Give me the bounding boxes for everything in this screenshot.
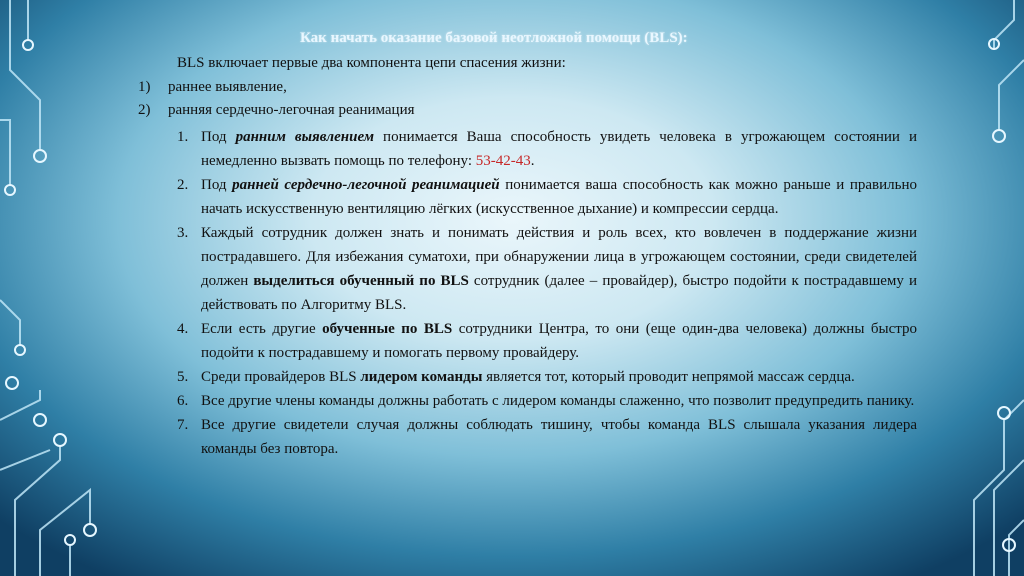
text-fragment: сотрудник (далее – провайдер), быстро подойти к пострадавшему и действовать по Алгоритму BLS. (201, 273, 917, 313)
list-item-text (201, 173, 917, 221)
intro-text: BLS включает первые два компонента цепи спасения жизни: (177, 55, 566, 71)
outer-list-text: раннее выявление, (168, 79, 287, 95)
outer-list-item (138, 79, 287, 96)
list-item (177, 173, 917, 221)
list-item-number: 6. (177, 393, 189, 409)
list-item (177, 125, 917, 173)
list-item-number: 5. (177, 369, 189, 385)
slide-title: Как начать оказание базовой неотложной помощи (BLS): (300, 30, 688, 46)
list-item-text (201, 125, 917, 173)
text-fragment: Среди провайдеров BLS (201, 369, 361, 385)
emphasis-text: ранней сердечно-легочной реанимацией (232, 177, 500, 193)
list-item-number: 7. (177, 417, 189, 433)
list-item-text (201, 221, 917, 317)
text-fragment: Под (201, 177, 233, 193)
bold-text: лидером команды (360, 369, 483, 385)
list-item-text (201, 317, 917, 365)
bold-text: обученные по BLS (322, 321, 453, 337)
list-item-text (201, 413, 917, 461)
list-item (177, 365, 917, 389)
list-item (177, 317, 917, 365)
outer-list-number: 2) (138, 102, 151, 118)
text-fragment: понимается Ваша способность увидеть человека в угрожающем состоянии и немедленно вызвать помощь по телефону: (201, 129, 917, 169)
numbered-list (177, 125, 917, 461)
emphasis-text: ранним выявлением (235, 129, 375, 145)
bold-text: выделиться обученный по BLS (253, 273, 469, 289)
list-item-text (201, 365, 917, 389)
circuit-decoration-left (0, 0, 130, 576)
text-fragment: . (530, 153, 535, 169)
text-fragment: Все другие члены команды должны работать с лидером команды слаженно, что позволит предупредить панику. (201, 393, 915, 409)
outer-list-item (138, 102, 415, 119)
phone-number: 53-42-43 (475, 153, 531, 169)
text-fragment: является тот, который проводит непрямой массаж сердца. (482, 369, 855, 385)
text-fragment: Каждый сотрудник должен знать и понимать действия и роль всех, кто вовлечен в поддержание жизни пострадавшего. Для избежания суматохи, при обнаружении лица в угрожающем состоянии, среди свидетелей должен (201, 225, 917, 289)
list-item-number: 1. (177, 129, 189, 145)
list-item (177, 389, 917, 413)
list-item (177, 413, 917, 461)
outer-list-number: 1) (138, 79, 151, 95)
list-item-number: 3. (177, 225, 189, 241)
text-fragment: понимается ваша способность как можно раньше и правильно начать искусственную вентиляцию лёгких (искусственное дыхание) и компрессии сердца. (201, 177, 918, 217)
text-fragment: Под (201, 129, 236, 145)
circuit-decoration-right (964, 0, 1024, 576)
text-fragment: Если есть другие (201, 321, 323, 337)
list-item-text (201, 389, 917, 413)
text-fragment: сотрудники Центра, то они (еще один-два человека) должны быстро подойти к пострадавшему и помогать первому провайдеру. (201, 321, 917, 361)
list-item (177, 221, 917, 317)
list-item-number: 4. (177, 321, 189, 337)
outer-list-text: ранняя сердечно-легочная реанимация (168, 102, 415, 118)
text-fragment: Все другие свидетели случая должны соблюдать тишину, чтобы команда BLS слышала указания лидера команды без повтора. (201, 417, 917, 457)
list-item-number: 2. (177, 177, 189, 193)
